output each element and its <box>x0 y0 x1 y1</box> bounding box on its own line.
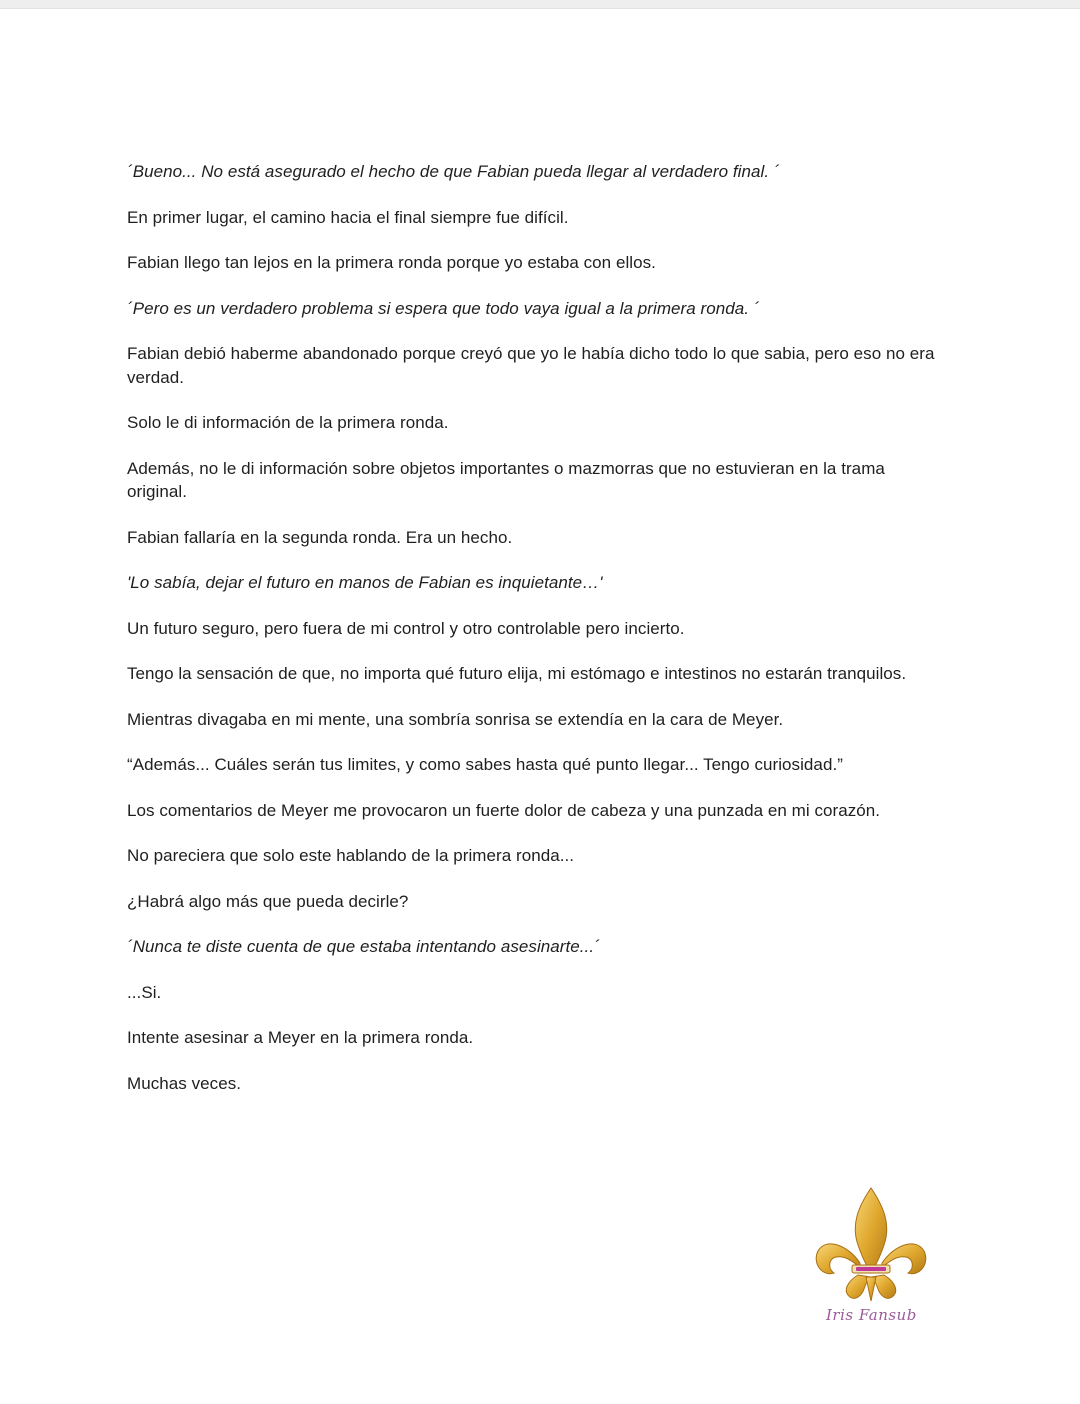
paragraph: Los comentarios de Meyer me provocaron un fuerte dolor de cabeza y una punzada en mi corazón. <box>127 800 881 820</box>
paragraph: ¿Habrá algo más que pueda decirle? <box>127 891 409 911</box>
paragraph: 'Lo sabía, dejar el futuro en manos de Fabian es inquietante…' <box>127 573 603 592</box>
paragraph: ...Si. <box>127 982 162 1002</box>
top-edge-bar <box>0 0 1080 9</box>
paragraph: Muchas veces. <box>127 1073 242 1093</box>
paragraph: No pareciera que solo este hablando de la primera ronda... <box>127 846 575 865</box>
paragraph: Fabian llego tan lejos en la primera ronda porque yo estaba con ellos. <box>127 253 656 272</box>
paragraph: En primer lugar, el camino hacia el final siempre fue difícil. <box>127 207 569 227</box>
document-body <box>127 160 947 1117</box>
paragraph: ´Pero es un verdadero problema si espera que todo vaya igual a la primera ronda. ´ <box>127 298 760 318</box>
paragraph: Un futuro seguro, pero fuera de mi control y otro controlable pero incierto. <box>127 618 685 638</box>
paragraph: Mientras divagaba en mi mente, una sombría sonrisa se extendía en la cara de Meyer. <box>127 709 784 729</box>
paragraph: Fabian fallaría en la segunda ronda. Era un hecho. <box>127 527 513 547</box>
fleur-de-lis-icon <box>808 1185 938 1310</box>
paragraph: Fabian debió haberme abandonado porque creyó que yo le había dicho todo lo que sabia, pero eso no era verdad. <box>127 344 935 387</box>
paragraph: ´Bueno... No está asegurado el hecho de que Fabian pueda llegar al verdadero final. ´ <box>127 162 780 181</box>
paragraph: Intente asesinar a Meyer en la primera ronda. <box>127 1028 474 1047</box>
paragraph: Solo le di información de la primera ronda. <box>127 413 449 432</box>
paragraph: Además, no le di información sobre objetos importantes o mazmorras que no estuvieran en la trama original. <box>127 458 885 501</box>
paragraph: Tengo la sensación de que, no importa qué futuro elija, mi estómago e intestinos no estarán tranquilos. <box>127 664 907 683</box>
paragraph: ´Nunca te diste cuenta de que estaba intentando asesinarte...´ <box>127 937 600 956</box>
watermark-text: Iris Fansub <box>826 1306 917 1324</box>
paragraph: “Además... Cuáles serán tus limites, y como sabes hasta qué punto llegar... Tengo curiosidad.” <box>127 755 843 774</box>
